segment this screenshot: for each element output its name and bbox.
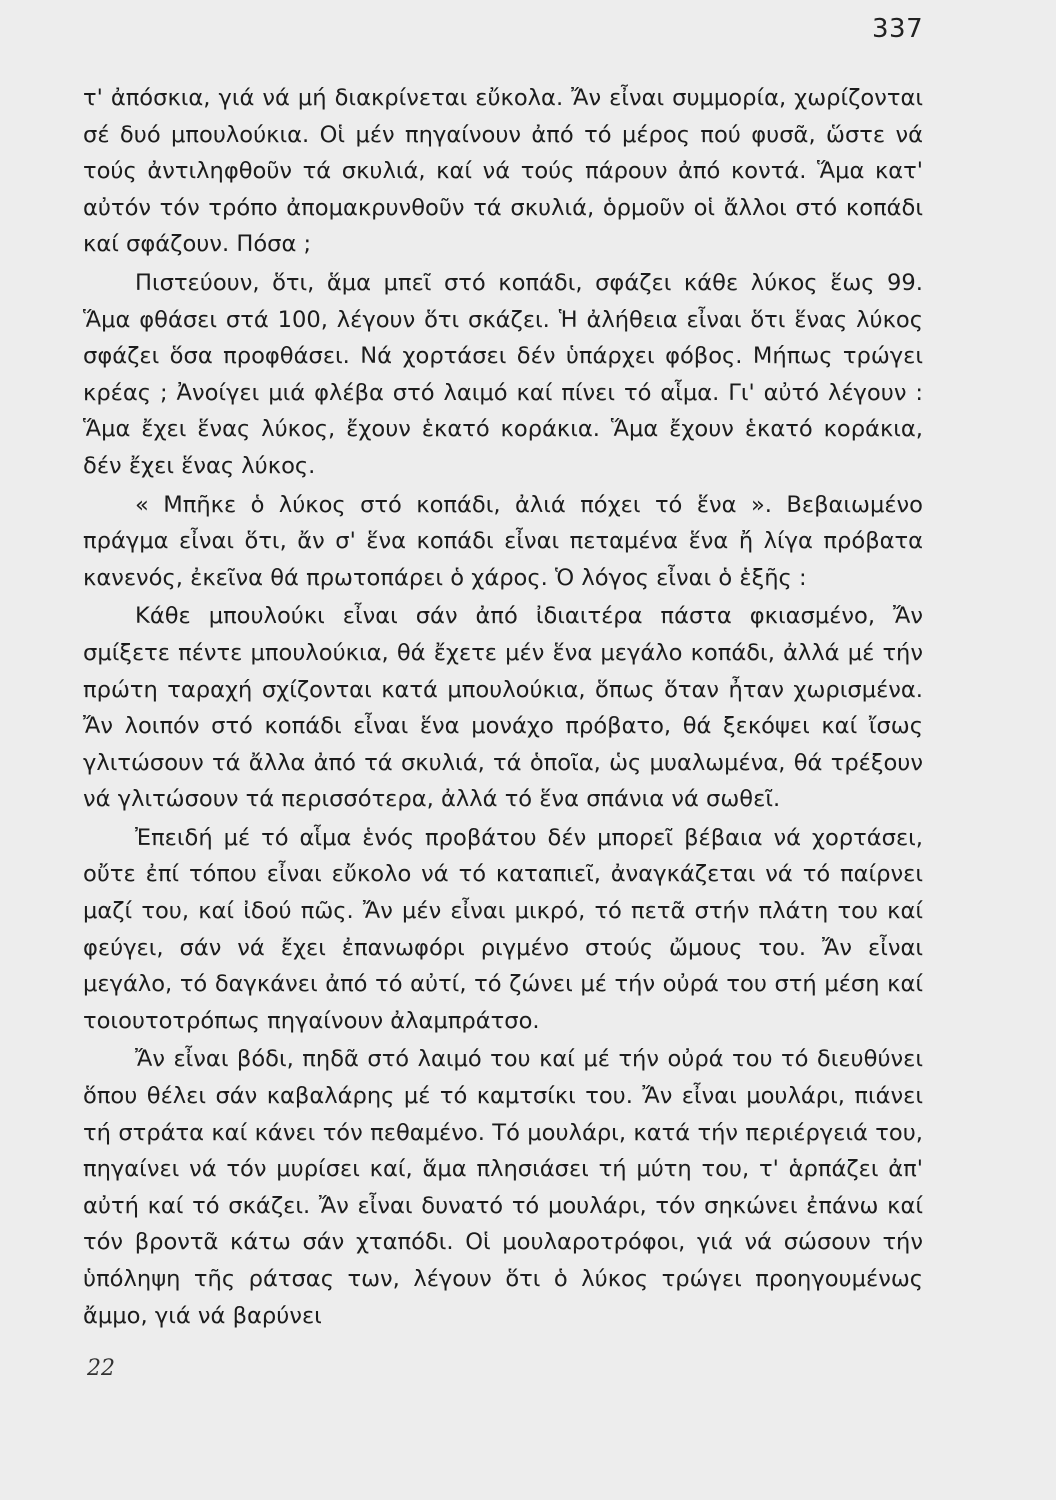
body-text xyxy=(83,80,923,1334)
paragraph-1: τ' ἀπόσκια, γιά νά μή διακρίνεται εὔκολα. Ἄν εἶναι συμμορία, χωρίζονται σέ δυό μπουλούκια. Οἱ μέν πηγαίνουν ἀπό τό μέρος πού φυσᾶ, ὥστε νά τούς ἀντιληφθοῦν τά σκυλιά, καί νά τούς πάρουν ἀπό κοντά. Ἅμα κατ' αὐτόν τόν τρόπο ἀπομακρυνθοῦν τά σκυλιά, ὁρμοῦν οἱ ἄλλοι στό κοπάδι καί σφάζουν. Πόσα ; xyxy=(83,85,923,258)
paragraph-6: Ἄν εἶναι βόδι, πηδᾶ στό λαιμό του καί μέ τήν οὐρά του τό διευθύνει ὅπου θέλει σάν καβαλάρης μέ τό καμτσίκι του. Ἄν εἶναι μουλάρι, πιάνει τή στράτα καί κάνει τόν πεθαμένο. Τό μουλάρι, κατά τήν περιέργειά του, πηγαίνει νά τόν μυρίσει καί, ἅμα πλησιάσει τή μύτη του, τ' ἁρπάζει ἀπ' αὐτή καί τό σκάζει. Ἄν εἶναι δυνατό τό μουλάρι, τόν σηκώνει ἐπάνω καί τόν βροντᾶ κάτω σάν χταπόδι. Οἱ μουλαροτρόφοι, γιά νά σώσουν τήν ὑπόληψη τῆς ράτσας των, λέγουν ὅτι ὁ λύκος τρώγει προηγουμένως ἄμμο, γιά νά βαρύνει xyxy=(83,1046,923,1329)
paragraph-2: Πιστεύουν, ὅτι, ἅμα μπεῖ στό κοπάδι, σφάζει κάθε λύκος ἕως 99. Ἅμα φθάσει στά 100, λέγουν ὅτι σκάζει. Ἡ ἀλήθεια εἶναι ὅτι ἕνας λύκος σφάζει ὅσα προφθάσει. Νά χορτάσει δέν ὑπάρχει φόβος. Μήπως τρώγει κρέας ; Ἀνοίγει μιά φλέβα στό λαιμό καί πίνει τό αἷμα. Γι' αὐτό λέγουν : Ἅμα ἔχει ἕνας λύκος, ἔχουν ἑκατό κοράκια. Ἅμα ἔχουν ἑκατό κοράκια, δέν ἔχει ἕνας λύκος. xyxy=(83,269,923,479)
page-number: 337 xyxy=(872,14,924,44)
paragraph-3: « Μπῆκε ὁ λύκος στό κοπάδι, ἀλιά πόχει τό ἕνα ». Βεβαιωμένο πράγμα εἶναι ὅτι, ἄν σ' ἕνα κοπάδι εἶναι πεταμένα ἕνα ἤ λίγα πρόβατα κανενός, ἐκεῖνα θά πρωτοπάρει ὁ χάρος. Ὁ λόγος εἶναι ὁ ἑξῆς : xyxy=(83,491,923,591)
paragraph-4: Κάθε μπουλούκι εἶναι σάν ἀπό ἰδιαιτέρα πάστα φκιασμένο, Ἄν σμίξετε πέντε μπουλούκια, θά ἔχετε μέν ἕνα μεγάλο κοπάδι, ἀλλά μέ τήν πρώτη ταραχή σχίζονται κατά μπουλούκια, ὅπως ὅταν ἦταν χωρισμένα. Ἄν λοιπόν στό κοπάδι εἶναι ἕνα μονάχο πρόβατο, θά ξεκόψει καί ἴσως γλιτώσουν τά ἄλλα ἀπό τά σκυλιά, τά ὁποῖα, ὡς μυαλωμένα, θά τρέξουν νά γλιτώσουν τά περισσότερα, ἀλλά τό ἕνα σπάνια νά σωθεῖ. xyxy=(83,603,923,813)
paragraph-5: Ἐπειδή μέ τό αἷμα ἑνός προβάτου δέν μπορεῖ βέβαια νά χορτάσει, οὔτε ἐπί τόπου εἶναι εὔκολο νά τό καταπιεῖ, ἀναγκάζεται νά τό παίρνει μαζί του, καί ἰδού πῶς. Ἄν μέν εἶναι μικρό, τό πετᾶ στήν πλάτη του καί φεύγει, σάν νά ἔχει ἐπανωφόρι ριγμένο στούς ὤμους του. Ἄν εἶναι μεγάλο, τό δαγκάνει ἀπό τό αὐτί, τό ζώνει μέ τήν οὐρά του στή μέση καί τοιουτοτρόπως πηγαίνουν ἀλαμπράτσο. xyxy=(83,824,923,1034)
signature-mark: 22 xyxy=(87,1356,115,1381)
